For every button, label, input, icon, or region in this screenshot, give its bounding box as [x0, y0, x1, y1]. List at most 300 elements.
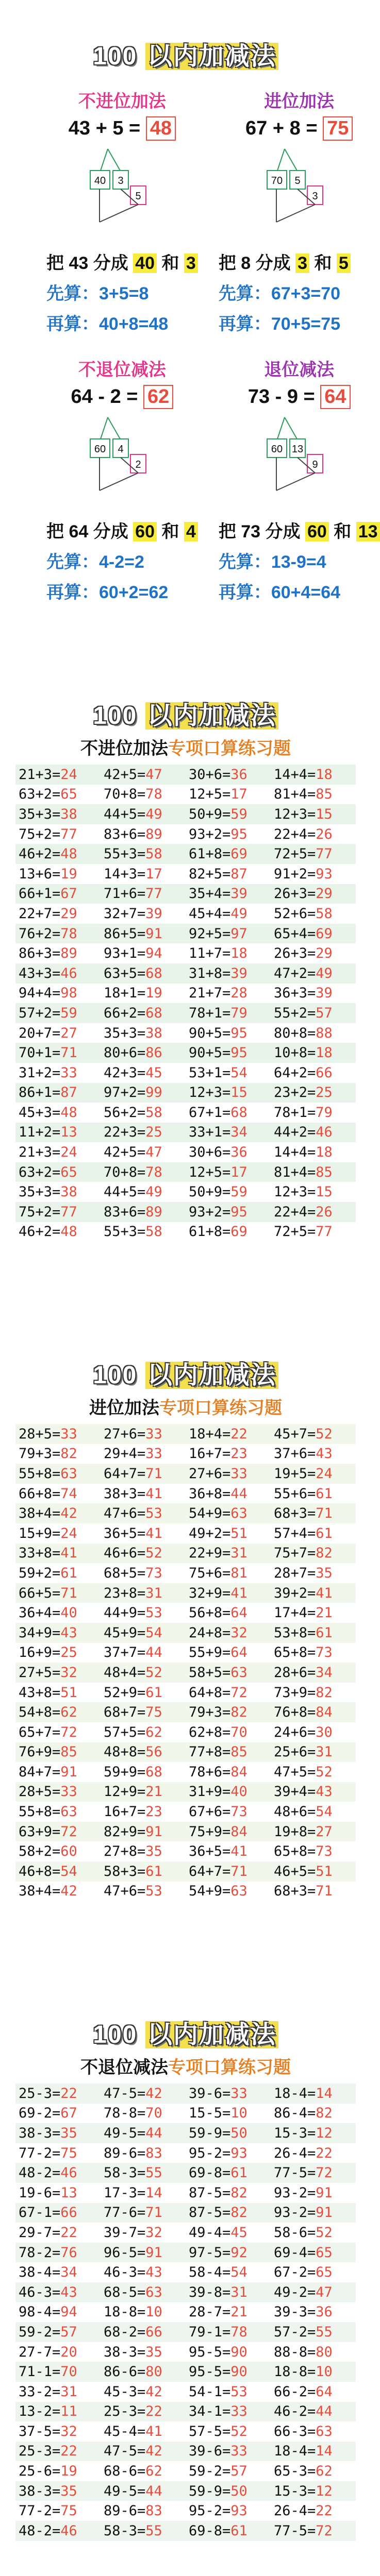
- table-row: [15, 1043, 356, 1063]
- problem-cell: [186, 2302, 271, 2323]
- problem-answer: 26: [316, 826, 333, 842]
- problem-expression: 27+5=: [19, 1664, 61, 1681]
- problem-cell: [186, 1643, 271, 1663]
- problem-answer: 22: [60, 2443, 77, 2460]
- problem-answer: 71: [145, 2205, 162, 2221]
- problem-answer: 13: [60, 1124, 77, 1141]
- table-row: [15, 1742, 356, 1762]
- table-row: [15, 1083, 356, 1103]
- problem-answer: 33: [60, 1426, 77, 1442]
- problem-answer: 23: [145, 1804, 162, 1820]
- problem-answer: 86: [145, 1045, 162, 1061]
- problem-cell: [271, 884, 356, 904]
- problem-cell: [15, 1182, 101, 1202]
- problem-answer: 99: [145, 1084, 162, 1101]
- problem-answer: 82: [316, 1545, 333, 1562]
- problem-answer: 90: [230, 2364, 247, 2380]
- problem-expression: 22+4=: [274, 826, 316, 842]
- problem-answer: 15: [316, 1184, 333, 1200]
- problem-expression: 38+4=: [19, 1505, 61, 1522]
- table-row: [15, 1782, 356, 1802]
- problem-answer: 63: [230, 1883, 247, 1900]
- table-row: [15, 1464, 356, 1484]
- problem-expression: 46+6=: [104, 1545, 146, 1562]
- problem-answer: 64: [316, 2383, 333, 2400]
- problem-cell: [271, 1782, 356, 1802]
- problem-cell: [271, 785, 356, 805]
- problem-cell: [271, 963, 356, 984]
- table-row: [15, 1702, 356, 1722]
- practice-page-3: [0, 1978, 371, 2576]
- problem-answer: 77: [60, 826, 77, 842]
- problem-expression: 81+4=: [274, 786, 316, 803]
- problem-answer: 44: [145, 2125, 162, 2141]
- problem-cell: [186, 1802, 271, 1822]
- problem-cell: [15, 2104, 101, 2124]
- table-row: [15, 1822, 356, 1842]
- problem-expression: 66+2=: [104, 1005, 146, 1021]
- problem-answer: 22: [316, 2503, 333, 2519]
- problem-expression: 37+7=: [104, 1645, 146, 1661]
- problem-expression: 46+2=: [19, 1224, 61, 1240]
- problem-answer: 65: [316, 2244, 333, 2261]
- problem-cell: [186, 963, 271, 984]
- problem-expression: 76+8=: [274, 1704, 316, 1721]
- problem-expression: 16+7=: [189, 1446, 231, 1462]
- problem-expression: 86+3=: [19, 945, 61, 962]
- problem-answer: 61: [60, 1565, 77, 1581]
- problem-answer: 33: [60, 1064, 77, 1081]
- problem-cell: [271, 2302, 356, 2323]
- problem-cell: [186, 1142, 271, 1162]
- problem-expression: 89-6=: [104, 2145, 146, 2161]
- problem-cell: [15, 1563, 101, 1583]
- problem-answer: 54: [230, 1064, 247, 1081]
- problem-expression: 72+5=: [274, 846, 316, 862]
- problem-answer: 46: [60, 2522, 77, 2539]
- practice-subtitle: 进位加法专项口算练习题: [89, 1398, 282, 1418]
- problem-answer: 31: [145, 1585, 162, 1601]
- problem-cell: [101, 904, 186, 924]
- problem-expression: 86-4=: [274, 2105, 316, 2122]
- table-row: [15, 984, 356, 1004]
- table-row: [15, 2143, 356, 2163]
- problem-cell: [15, 963, 101, 984]
- problem-expression: 32+7=: [104, 905, 146, 922]
- problem-cell: [15, 2342, 101, 2362]
- problem-cell: [271, 1861, 356, 1882]
- problem-cell: [186, 1544, 271, 1564]
- problem-answer: 43: [60, 1624, 77, 1641]
- problem-expression: 46+8=: [19, 1863, 61, 1879]
- problem-cell: [271, 2481, 356, 2501]
- problem-expression: 43+8=: [19, 1684, 61, 1701]
- problem-expression: 13-2=: [19, 2403, 61, 2420]
- problem-answer: 54: [145, 1624, 162, 1641]
- problem-answer: 78: [145, 786, 162, 803]
- problem-answer: 46: [60, 2165, 77, 2181]
- problem-cell: [15, 2262, 101, 2282]
- table-row: [15, 1683, 356, 1703]
- problem-expression: 11+2=: [19, 1124, 61, 1141]
- problem-expression: 19-6=: [19, 2184, 61, 2201]
- problem-answer: 48: [60, 1104, 77, 1121]
- problem-expression: 73+9=: [274, 1684, 316, 1701]
- problem-expression: 66+8=: [19, 1485, 61, 1502]
- problem-expression: 34+9=: [19, 1624, 61, 1641]
- problem-cell: [101, 844, 186, 864]
- problem-expression: 45+3=: [19, 1104, 61, 1121]
- problem-answer: 33: [230, 2443, 247, 2460]
- problem-expression: 15+9=: [19, 1525, 61, 1541]
- problem-cell: [101, 1023, 186, 1043]
- problem-expression: 25-3=: [19, 2443, 61, 2460]
- problem-answer: 69: [316, 925, 333, 942]
- problem-expression: 14+3=: [104, 866, 146, 882]
- problem-answer: 82: [230, 2184, 247, 2201]
- problem-cell: [271, 2083, 356, 2104]
- problem-answer: 75: [145, 1704, 162, 1721]
- problem-expression: 21+7=: [189, 985, 231, 1002]
- problem-answer: 14: [316, 2443, 333, 2460]
- problem-cell: [271, 1424, 356, 1444]
- problem-expression: 64+7=: [104, 1465, 146, 1482]
- problem-answer: 62: [60, 1704, 77, 1721]
- problem-answer: 65: [316, 2264, 333, 2281]
- problem-answer: 45: [230, 2224, 247, 2241]
- problem-answer: 58: [145, 846, 162, 862]
- problem-cell: [271, 1123, 356, 1143]
- problem-expression: 59-9=: [189, 2125, 231, 2141]
- table-row: [15, 1663, 356, 1683]
- problem-cell: [15, 2143, 101, 2163]
- problem-cell: [271, 1623, 356, 1643]
- table-row: [15, 1523, 356, 1544]
- concept-equation: 64 - 2 = 62: [46, 385, 198, 409]
- problem-answer: 10: [145, 2304, 162, 2320]
- problem-cell: [101, 864, 186, 884]
- problem-expression: 58+2=: [19, 1843, 61, 1860]
- problem-expression: 54-1=: [189, 2383, 231, 2400]
- problem-cell: [15, 1083, 101, 1103]
- problem-cell: [186, 1563, 271, 1583]
- step-second: 再算：60+4=64: [218, 583, 341, 602]
- problem-expression: 46-3=: [19, 2284, 61, 2300]
- problem-expression: 71-1=: [19, 2364, 61, 2380]
- problem-cell: [15, 2362, 101, 2382]
- problem-answer: 90: [230, 2344, 247, 2360]
- problem-cell: [186, 1702, 271, 1722]
- problem-cell: [15, 1742, 101, 1762]
- problem-cell: [271, 2104, 356, 2124]
- problem-answer: 36: [230, 1144, 247, 1161]
- problem-expression: 70+1=: [19, 1045, 61, 1061]
- problem-expression: 18+1=: [104, 985, 146, 1002]
- problem-expression: 22+7=: [19, 905, 61, 922]
- problem-cell: [271, 2402, 356, 2422]
- problem-expression: 18-8=: [104, 2304, 146, 2320]
- table-row: [15, 2203, 356, 2223]
- problem-cell: [101, 765, 186, 785]
- problem-cell: [271, 844, 356, 864]
- problem-expression: 44+9=: [104, 1605, 146, 1621]
- problem-answer: 63: [145, 2284, 162, 2300]
- problem-answer: 59: [230, 806, 247, 822]
- problem-answer: 53: [145, 1605, 162, 1621]
- problem-answer: 62: [145, 2463, 162, 2480]
- problem-expression: 54+9=: [189, 1505, 231, 1522]
- problem-cell: [101, 1623, 186, 1643]
- problem-expression: 47+6=: [104, 1505, 146, 1522]
- problem-cell: [186, 2104, 271, 2124]
- problem-expression: 25-3=: [104, 2403, 146, 2420]
- problem-expression: 58+3=: [104, 1863, 146, 1879]
- problem-answer: 33: [60, 1784, 77, 1800]
- problem-cell: [101, 824, 186, 844]
- split-line: 把 8 分成 3 和 5: [219, 249, 380, 274]
- problem-answer: 70: [145, 2105, 162, 2122]
- problem-expression: 49+2=: [189, 1525, 231, 1541]
- problem-answer: 31: [316, 1744, 333, 1760]
- table-row: [15, 1722, 356, 1742]
- problem-cell: [186, 2143, 271, 2163]
- problem-cell: [15, 1023, 101, 1043]
- problem-expression: 29+4=: [104, 1446, 146, 1462]
- table-row: [15, 1802, 356, 1822]
- problem-cell: [101, 1063, 186, 1083]
- problem-answer: 34: [230, 1124, 247, 1141]
- practice-table: [15, 2083, 356, 2541]
- problem-expression: 44+5=: [104, 1184, 146, 1200]
- problem-expression: 87-5=: [189, 2184, 231, 2201]
- problem-expression: 30+6=: [189, 1144, 231, 1161]
- step-second: 再算：40+8=48: [46, 314, 169, 334]
- problem-answer: 91: [316, 2205, 333, 2221]
- problem-answer: 85: [60, 1744, 77, 1760]
- problem-cell: [15, 1603, 101, 1623]
- table-row: [15, 924, 356, 944]
- problem-cell: [101, 1822, 186, 1842]
- problem-expression: 33+1=: [189, 1124, 231, 1141]
- problem-answer: 42: [60, 1505, 77, 1522]
- problem-expression: 48-2=: [19, 2165, 61, 2181]
- problem-expression: 93+1=: [104, 945, 146, 962]
- problem-cell: [271, 1882, 356, 1902]
- problem-cell: [271, 1103, 356, 1123]
- problem-cell: [186, 765, 271, 785]
- problem-expression: 77-6=: [104, 2205, 146, 2221]
- problem-expression: 19+8=: [274, 1823, 316, 1840]
- problem-expression: 77+8=: [189, 1744, 231, 1760]
- problem-answer: 35: [145, 2344, 162, 2360]
- problem-answer: 52: [145, 1664, 162, 1681]
- problem-answer: 55: [316, 2324, 333, 2340]
- problem-cell: [186, 2442, 271, 2462]
- problem-expression: 28+7=: [274, 1565, 316, 1581]
- problem-expression: 47-5=: [104, 2443, 146, 2460]
- problem-expression: 36+5=: [104, 1525, 146, 1541]
- problem-answer: 95: [230, 826, 247, 842]
- diagram-right: 5: [294, 175, 301, 187]
- problem-cell: [186, 2521, 271, 2541]
- problem-cell: [271, 2203, 356, 2223]
- problem-cell: [186, 1603, 271, 1623]
- problem-answer: 35: [316, 1565, 333, 1581]
- problem-answer: 85: [230, 1744, 247, 1760]
- problem-expression: 38+4=: [19, 1883, 61, 1900]
- practice-page-1: [0, 659, 371, 1319]
- problem-cell: [15, 1861, 101, 1882]
- problem-answer: 69: [230, 846, 247, 862]
- problem-answer: 41: [60, 1545, 77, 1562]
- problem-cell: [101, 2223, 186, 2243]
- problem-cell: [186, 1103, 271, 1123]
- problem-cell: [271, 1762, 356, 1782]
- problem-cell: [271, 1742, 356, 1762]
- problem-answer: 41: [230, 1585, 247, 1601]
- problem-expression: 57-2=: [274, 2324, 316, 2340]
- table-row: [15, 1103, 356, 1123]
- problem-cell: [186, 1162, 271, 1182]
- problem-cell: [271, 1583, 356, 1603]
- problem-answer: 62: [316, 2463, 333, 2480]
- problem-cell: [15, 1683, 101, 1703]
- problem-expression: 31+8=: [189, 965, 231, 981]
- problem-answer: 71: [60, 1045, 77, 1061]
- concept-heading: 退位减法: [264, 360, 335, 380]
- problem-cell: [15, 1782, 101, 1802]
- problem-expression: 15-3=: [274, 2125, 316, 2141]
- table-row: [15, 884, 356, 904]
- problem-answer: 54: [230, 2264, 247, 2281]
- problem-expression: 97+2=: [104, 1084, 146, 1101]
- problem-cell: [271, 1202, 356, 1222]
- problem-expression: 35+4=: [189, 886, 231, 902]
- problem-expression: 68-5=: [104, 2284, 146, 2300]
- problem-cell: [15, 1202, 101, 1222]
- problem-expression: 68-6=: [104, 2463, 146, 2480]
- problem-expression: 70+8=: [104, 786, 146, 803]
- problem-cell: [186, 1023, 271, 1043]
- problem-expression: 79+3=: [19, 1446, 61, 1462]
- problem-expression: 75+2=: [19, 1204, 61, 1220]
- problem-expression: 21+3=: [19, 1144, 61, 1161]
- problem-cell: [15, 2243, 101, 2263]
- problem-cell: [101, 1444, 186, 1464]
- problem-cell: [101, 1802, 186, 1822]
- problem-answer: 19: [60, 2463, 77, 2480]
- problem-expression: 77-5=: [274, 2165, 316, 2181]
- problem-cell: [101, 884, 186, 904]
- problem-expression: 89-6=: [104, 2503, 146, 2519]
- problem-answer: 57: [230, 2463, 247, 2480]
- problem-cell: [101, 1563, 186, 1583]
- problem-expression: 25-3=: [19, 2085, 61, 2102]
- problem-answer: 24: [60, 766, 77, 783]
- problem-expression: 38-3=: [104, 2344, 146, 2360]
- problem-expression: 86+1=: [19, 1084, 61, 1101]
- problem-expression: 36+5=: [189, 1843, 231, 1860]
- diagram-right: 3: [118, 175, 124, 187]
- problem-expression: 39-3=: [274, 2304, 316, 2320]
- problem-answer: 10: [316, 2364, 333, 2380]
- problem-expression: 45+4=: [189, 905, 231, 922]
- problem-answer: 42: [145, 2383, 162, 2400]
- problem-answer: 61: [145, 1863, 162, 1879]
- problem-expression: 49-5=: [104, 2483, 146, 2499]
- problem-expression: 59-9=: [189, 2483, 231, 2499]
- problem-expression: 65-3=: [274, 2463, 316, 2480]
- table-row: [15, 804, 356, 824]
- problem-cell: [101, 1702, 186, 1722]
- concept-heading: 不进位加法: [78, 92, 166, 111]
- problem-expression: 57-5=: [189, 2423, 231, 2439]
- problem-answer: 36: [230, 766, 247, 783]
- problem-expression: 26+3=: [274, 886, 316, 902]
- problem-answer: 50: [230, 2125, 247, 2141]
- problem-cell: [271, 1544, 356, 1564]
- problem-cell: [101, 2183, 186, 2203]
- problem-expression: 42+5=: [104, 1144, 146, 1161]
- problem-answer: 61: [230, 2522, 247, 2539]
- table-row: [15, 844, 356, 864]
- problem-cell: [271, 2461, 356, 2481]
- problem-expression: 77-2=: [19, 2503, 61, 2519]
- problem-cell: [101, 1142, 186, 1162]
- problem-answer: 55: [145, 2522, 162, 2539]
- problem-answer: 29: [316, 886, 333, 902]
- table-row: [15, 1444, 356, 1464]
- problem-answer: 14: [145, 2184, 162, 2201]
- problem-expression: 94+4=: [19, 985, 61, 1002]
- problem-answer: 18: [316, 1144, 333, 1161]
- problem-expression: 47+5=: [274, 1764, 316, 1780]
- problem-expression: 97-5=: [189, 2244, 231, 2261]
- problem-cell: [186, 2461, 271, 2481]
- table-row: [15, 1882, 356, 1902]
- problem-cell: [15, 864, 101, 884]
- concept-equation: 43 + 5 = 48: [46, 116, 198, 141]
- problem-answer: 51: [60, 1684, 77, 1701]
- table-row: [15, 1222, 356, 1242]
- problem-expression: 42+3=: [104, 1064, 146, 1081]
- problem-expression: 34-1=: [189, 2403, 231, 2420]
- problem-cell: [101, 2302, 186, 2323]
- problem-cell: [271, 1523, 356, 1544]
- problem-cell: [15, 2163, 101, 2183]
- problem-answer: 43: [316, 1784, 333, 1800]
- problem-cell: [101, 1882, 186, 1902]
- problem-answer: 22: [60, 2224, 77, 2241]
- problem-answer: 44: [230, 1485, 247, 1502]
- problem-cell: [271, 2183, 356, 2203]
- problem-expression: 11+7=: [189, 945, 231, 962]
- problem-expression: 76+2=: [19, 925, 61, 942]
- problem-answer: 73: [316, 1843, 333, 1860]
- problem-cell: [186, 1182, 271, 1202]
- problem-answer: 70: [230, 1724, 247, 1740]
- problem-answer: 44: [145, 2483, 162, 2499]
- problem-cell: [15, 2481, 101, 2501]
- problem-expression: 46-3=: [104, 2264, 146, 2281]
- problem-answer: 91: [145, 1823, 162, 1840]
- problem-expression: 35+3=: [104, 1025, 146, 1041]
- problem-expression: 95-2=: [189, 2503, 231, 2519]
- problem-expression: 79-1=: [189, 2324, 231, 2340]
- problem-answer: 83: [145, 2145, 162, 2161]
- problem-expression: 47+2=: [274, 965, 316, 981]
- table-row: [15, 2282, 356, 2302]
